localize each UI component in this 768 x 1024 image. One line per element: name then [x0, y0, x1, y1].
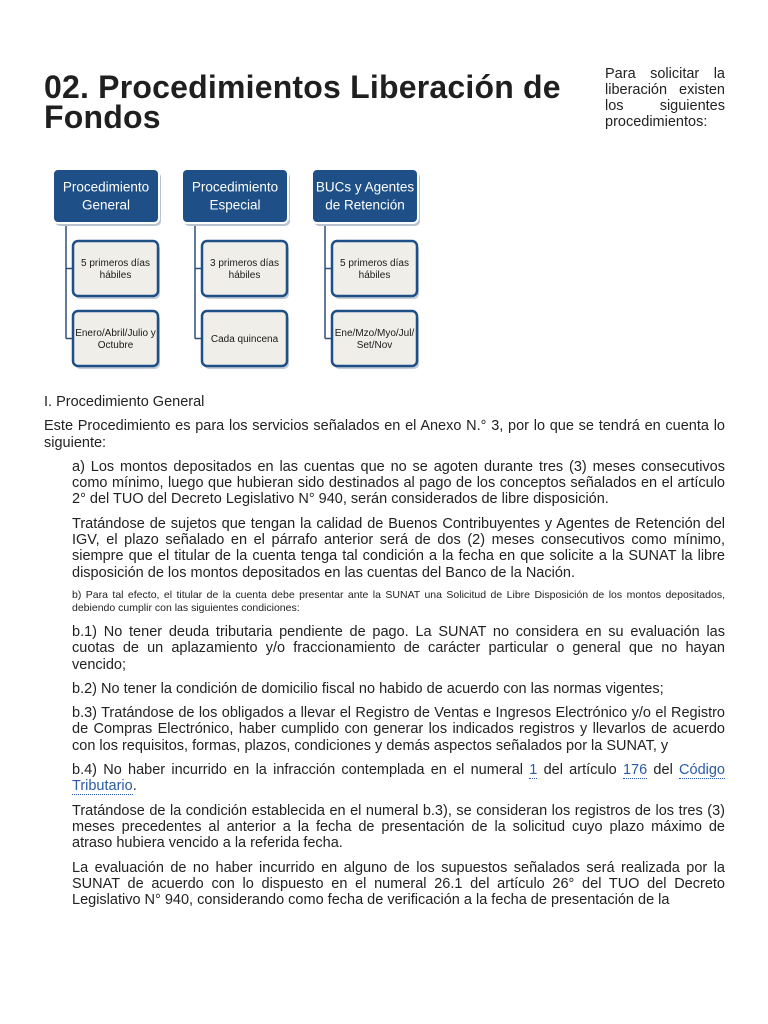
main-content — [44, 394, 725, 908]
procedure-header-box — [182, 169, 288, 223]
procedures-diagram-svg — [44, 160, 424, 372]
paragraph-intro: Este Procedimiento es para los servicios señalados en el Anexo N.° 3, por lo que se tendrá en cuenta lo siguiente: — [44, 418, 725, 451]
procedure-header-box — [312, 169, 418, 223]
procedure-item-label: hábiles — [99, 270, 132, 281]
procedure-header-label: Procedimiento — [62, 179, 150, 195]
condition-b3: b.3) Tratándose de los obligados a llevar el Registro de Ventas e Ingresos Electrónico y/o el Registro de Compras Electrónico, haber cumplido con generar los indicados registros y llevarlos de acuerdo con los requisitos, formas, plazos, condiciones y demás aspectos señalados por la SUNAT, y — [72, 705, 725, 754]
procedure-item-label: 3 primeros días — [210, 258, 279, 269]
condition-b1: b.1) No tener deuda tributaria pendiente de pago. La SUNAT no considera en su evaluación las cuotas de un aplazamiento y/o fraccionamiento de carácter particular o general que no hayan vencido; — [72, 623, 725, 673]
paragraph-a-good-taxpayers: Tratándose de sujetos que tengan la calidad de Buenos Contribuyentes y Agentes de Retención del IGV, el plazo señalado en el párrafo anterior será de dos (2) meses consecutivos como mínimo, siempre que el titular de la cuenta tenga tal condición a la fecha en que solicite a la SUNAT la libre disposición de los montos depositados en las cuentas del Banco de la Nación. — [72, 515, 725, 581]
procedure-item-label: Ene/Mzo/Myo/Jul/ — [334, 328, 415, 339]
procedure-item-label: Cada quincena — [210, 334, 279, 345]
section-title: I. Procedimiento General — [44, 394, 205, 410]
procedure-header-label: Procedimiento — [191, 179, 279, 195]
page-title: 02. Procedimientos Liberación de Fondos — [44, 69, 561, 135]
condition-b2: b.2) No tener la condición de domicilio fiscal no habido de acuerdo con las normas vigentes; — [72, 680, 664, 697]
paragraph-evaluation: La evaluación de no haber incurrido en alguno de los supuestos señalados será realizada por la SUNAT de acuerdo con lo dispuesto en el numeral 26.1 del artículo 26° del TUO del Decreto Legislativo N° 940, considerando como fecha de verificación a la fecha de presentación de la — [72, 859, 725, 909]
procedure-item-label: Octubre — [97, 340, 134, 351]
procedure-item-label: hábiles — [228, 270, 261, 281]
paragraph-b3-detail: Tratándose de la condición establecida en el numeral b.3), se consideran los registros de los tres (3) meses precedentes al anterior a la fecha de presentación de la solicitud cuyo plazo máximo de atraso hubiera vencido a la referida fecha. — [72, 802, 725, 852]
link-codigo-tributario[interactable]: Código Tributario — [72, 762, 725, 795]
paragraph-a: a) Los montos depositados en las cuentas que no se agoten durante tres (3) meses consecutivos como mínimo, luego que hubieran sido destinados al pago de los conceptos señalados en el artículo 2° del TUO del Decreto Legislativo N° 940, serán considerados de libre disposición. — [72, 458, 725, 508]
procedures-diagram — [44, 160, 424, 372]
paragraph-b: b) Para tal efecto, el titular de la cuenta debe presentar ante la SUNAT una Solicitud de Libre Disposición de los montos depositados, debiendo cumplir con las siguientes condiciones: — [72, 588, 725, 615]
procedure-header-label: BUCs y Agentes — [315, 179, 415, 195]
procedure-item-label: 5 primeros días — [340, 258, 409, 269]
condition-b4-text-3: del — [647, 762, 680, 779]
procedure-header-label: General — [81, 197, 131, 213]
procedure-item-label: 5 primeros días — [81, 258, 150, 269]
procedure-item-label: hábiles — [358, 270, 391, 281]
condition-b4 — [72, 762, 725, 795]
condition-b4-text-4: . — [132, 778, 137, 795]
link-articulo-176[interactable]: 176 — [622, 762, 648, 779]
procedure-header-label: de Retención — [325, 197, 405, 213]
procedure-item-label: Enero/Abril/Julio y — [75, 328, 156, 339]
intro-text: Para solicitar la liberación existen los siguientes procedimientos: — [605, 66, 725, 130]
condition-b4-text: b.4) No haber incurrido en la infracción contemplada en el numeral — [72, 762, 530, 779]
condition-b4-text-2: del artículo — [537, 762, 623, 779]
procedure-item-label: Set/Nov — [356, 340, 393, 351]
link-numeral-1[interactable]: 1 — [529, 762, 538, 779]
procedure-header-label: Especial — [209, 197, 261, 213]
procedure-header-box — [53, 169, 159, 223]
